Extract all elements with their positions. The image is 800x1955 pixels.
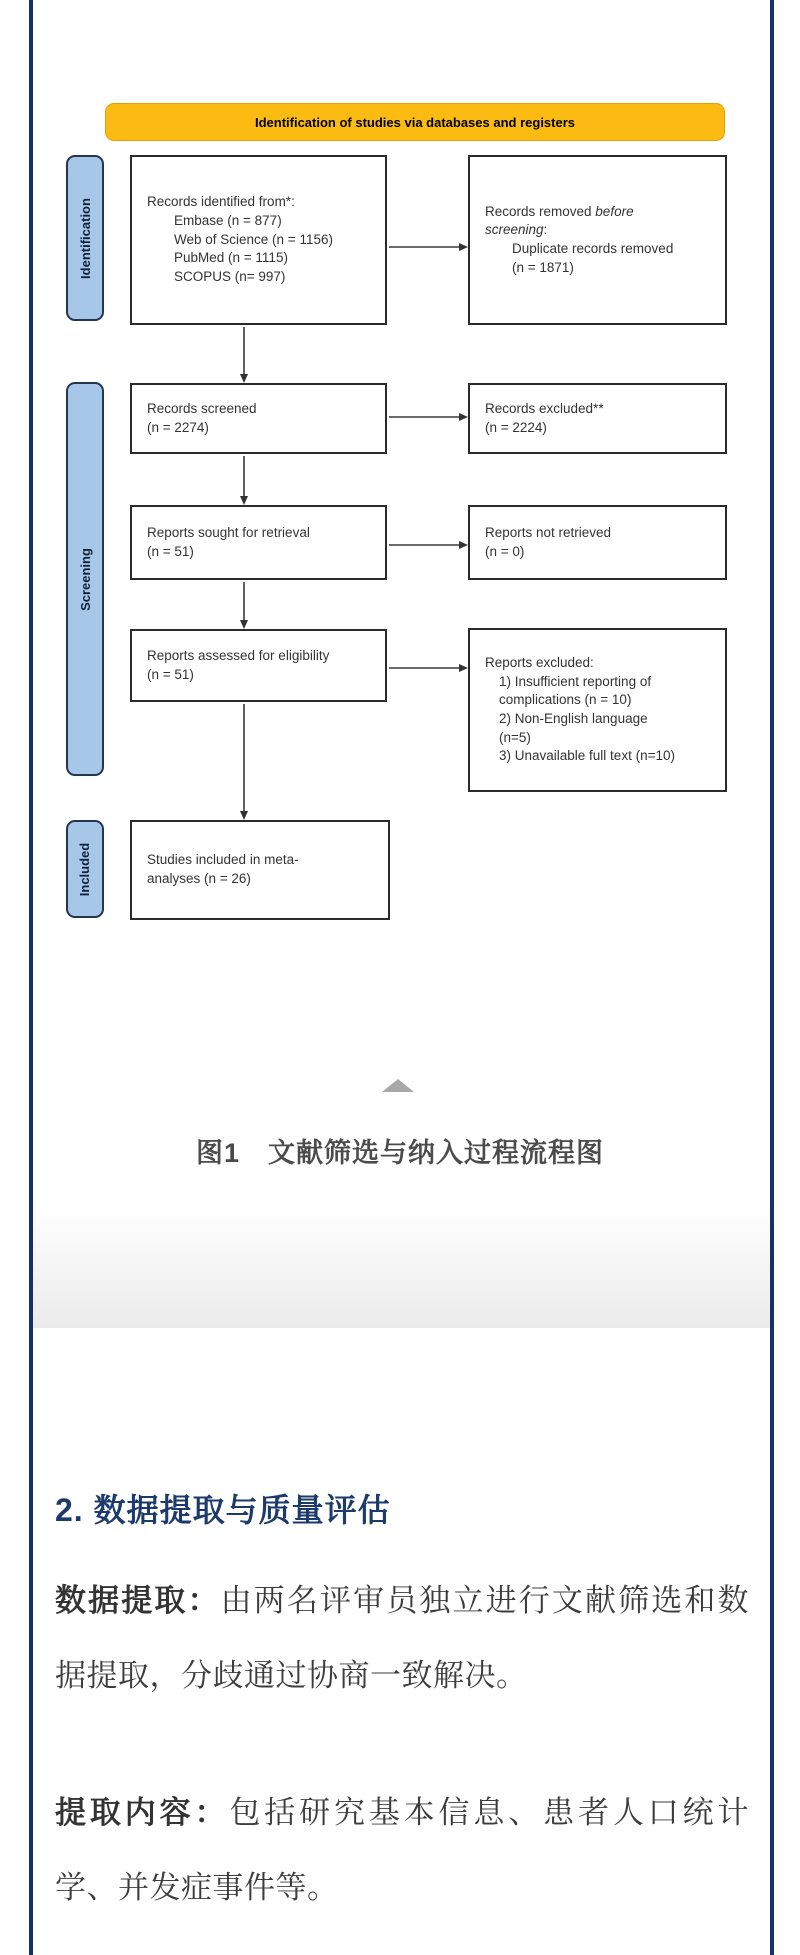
stage-label-text: Screening <box>77 547 93 611</box>
box-text-line: (n = 1871) <box>512 259 574 275</box>
box-text-italic: before <box>595 203 634 219</box>
page-left-border <box>29 0 33 1955</box>
box-text-line: (n=5) <box>499 729 531 745</box>
paragraph-data-extraction <box>55 1563 749 1713</box>
paragraph-line <box>55 1563 749 1638</box>
box-text-line: Duplicate records removed <box>512 241 674 256</box>
stage-label-identification <box>66 155 104 321</box>
box-text-line: Reports excluded: <box>485 655 594 671</box>
paragraph-lead: 提取内容： <box>55 1795 230 1830</box>
stage-label-text: Identification <box>77 197 93 279</box>
box-reports-not-retrieved <box>468 505 727 580</box>
box-text-line <box>485 221 717 240</box>
paragraph-line: 据提取，分歧通过协商一致解决。 <box>55 1658 528 1693</box>
box-text-line: SCOPUS (n= 997) <box>174 268 286 284</box>
box-text-line: Records screened <box>147 400 257 416</box>
paragraph-line: 学、并发症事件等。 <box>55 1870 339 1905</box>
box-text-line: (n = 51) <box>147 543 194 559</box>
figure-caption: 图1 文献筛选与纳入过程流程图 <box>195 1138 604 1168</box>
box-text-line: (n = 0) <box>485 543 525 559</box>
flow-arrows <box>0 0 800 960</box>
box-reports-sought <box>130 505 387 580</box>
collapse-arrow-icon[interactable] <box>382 1079 414 1092</box>
box-text-line <box>485 203 717 222</box>
paragraph-extraction-content <box>55 1775 749 1925</box>
paragraph-text: 包括研究基本信息、患者人口统计 <box>229 1795 750 1830</box>
box-text-segment: : <box>543 222 548 238</box>
paragraph-text: 由两名评审员独立进行文献筛选和数 <box>220 1583 749 1618</box>
box-text-line: 2) Non-English language <box>499 711 648 726</box>
box-text-line: Records excluded** <box>485 400 604 416</box>
box-text-line: (n = 2224) <box>485 419 547 435</box>
box-text-line: Reports not retrieved <box>485 524 612 540</box>
box-text-line: complications (n = 10) <box>499 692 632 708</box>
box-text-line: 1) Insufficient reporting of <box>499 673 652 689</box>
box-records-identified <box>130 155 387 325</box>
box-text-segment: Records removed <box>485 203 596 219</box>
box-text-line: analyses (n = 26) <box>147 871 251 886</box>
box-text-italic: screening <box>485 222 544 238</box>
box-reports-assessed <box>130 629 387 702</box>
box-text-line: PubMed (n = 1115) <box>174 250 288 266</box>
banner-identification-via-databases: Identification of studies via databases and registers <box>105 103 725 141</box>
box-studies-included <box>130 820 390 920</box>
box-records-excluded <box>468 383 727 454</box>
box-text-line: Studies included in meta- <box>147 852 299 868</box>
box-text-line: (n = 51) <box>147 666 194 682</box>
box-text-line: Reports assessed for eligibility <box>147 647 330 663</box>
box-text-line: 3) Unavailable full text (n=10) <box>499 748 675 764</box>
box-text-line: Records identified from*: <box>147 194 295 210</box>
box-text-line: Embase (n = 877) <box>174 213 282 229</box>
box-text-line: (n = 2274) <box>147 419 209 435</box>
paragraph-line <box>55 1775 749 1850</box>
stage-label-screening <box>66 382 104 776</box>
box-text-line: Reports sought for retrieval <box>147 524 310 540</box>
paragraph-lead: 数据提取： <box>55 1583 221 1618</box>
section-heading: 2. 数据提取与质量评估 <box>55 1492 391 1528</box>
section-divider-gradient <box>33 1205 770 1328</box>
stage-label-text: Included <box>77 842 93 896</box>
box-text-line: Web of Science (n = 1156) <box>174 231 333 247</box>
box-reports-excluded-reasons <box>468 628 727 792</box>
box-records-removed <box>468 155 727 325</box>
stage-label-included <box>66 820 104 918</box>
page-right-border <box>770 0 774 1955</box>
box-records-screened <box>130 383 387 454</box>
